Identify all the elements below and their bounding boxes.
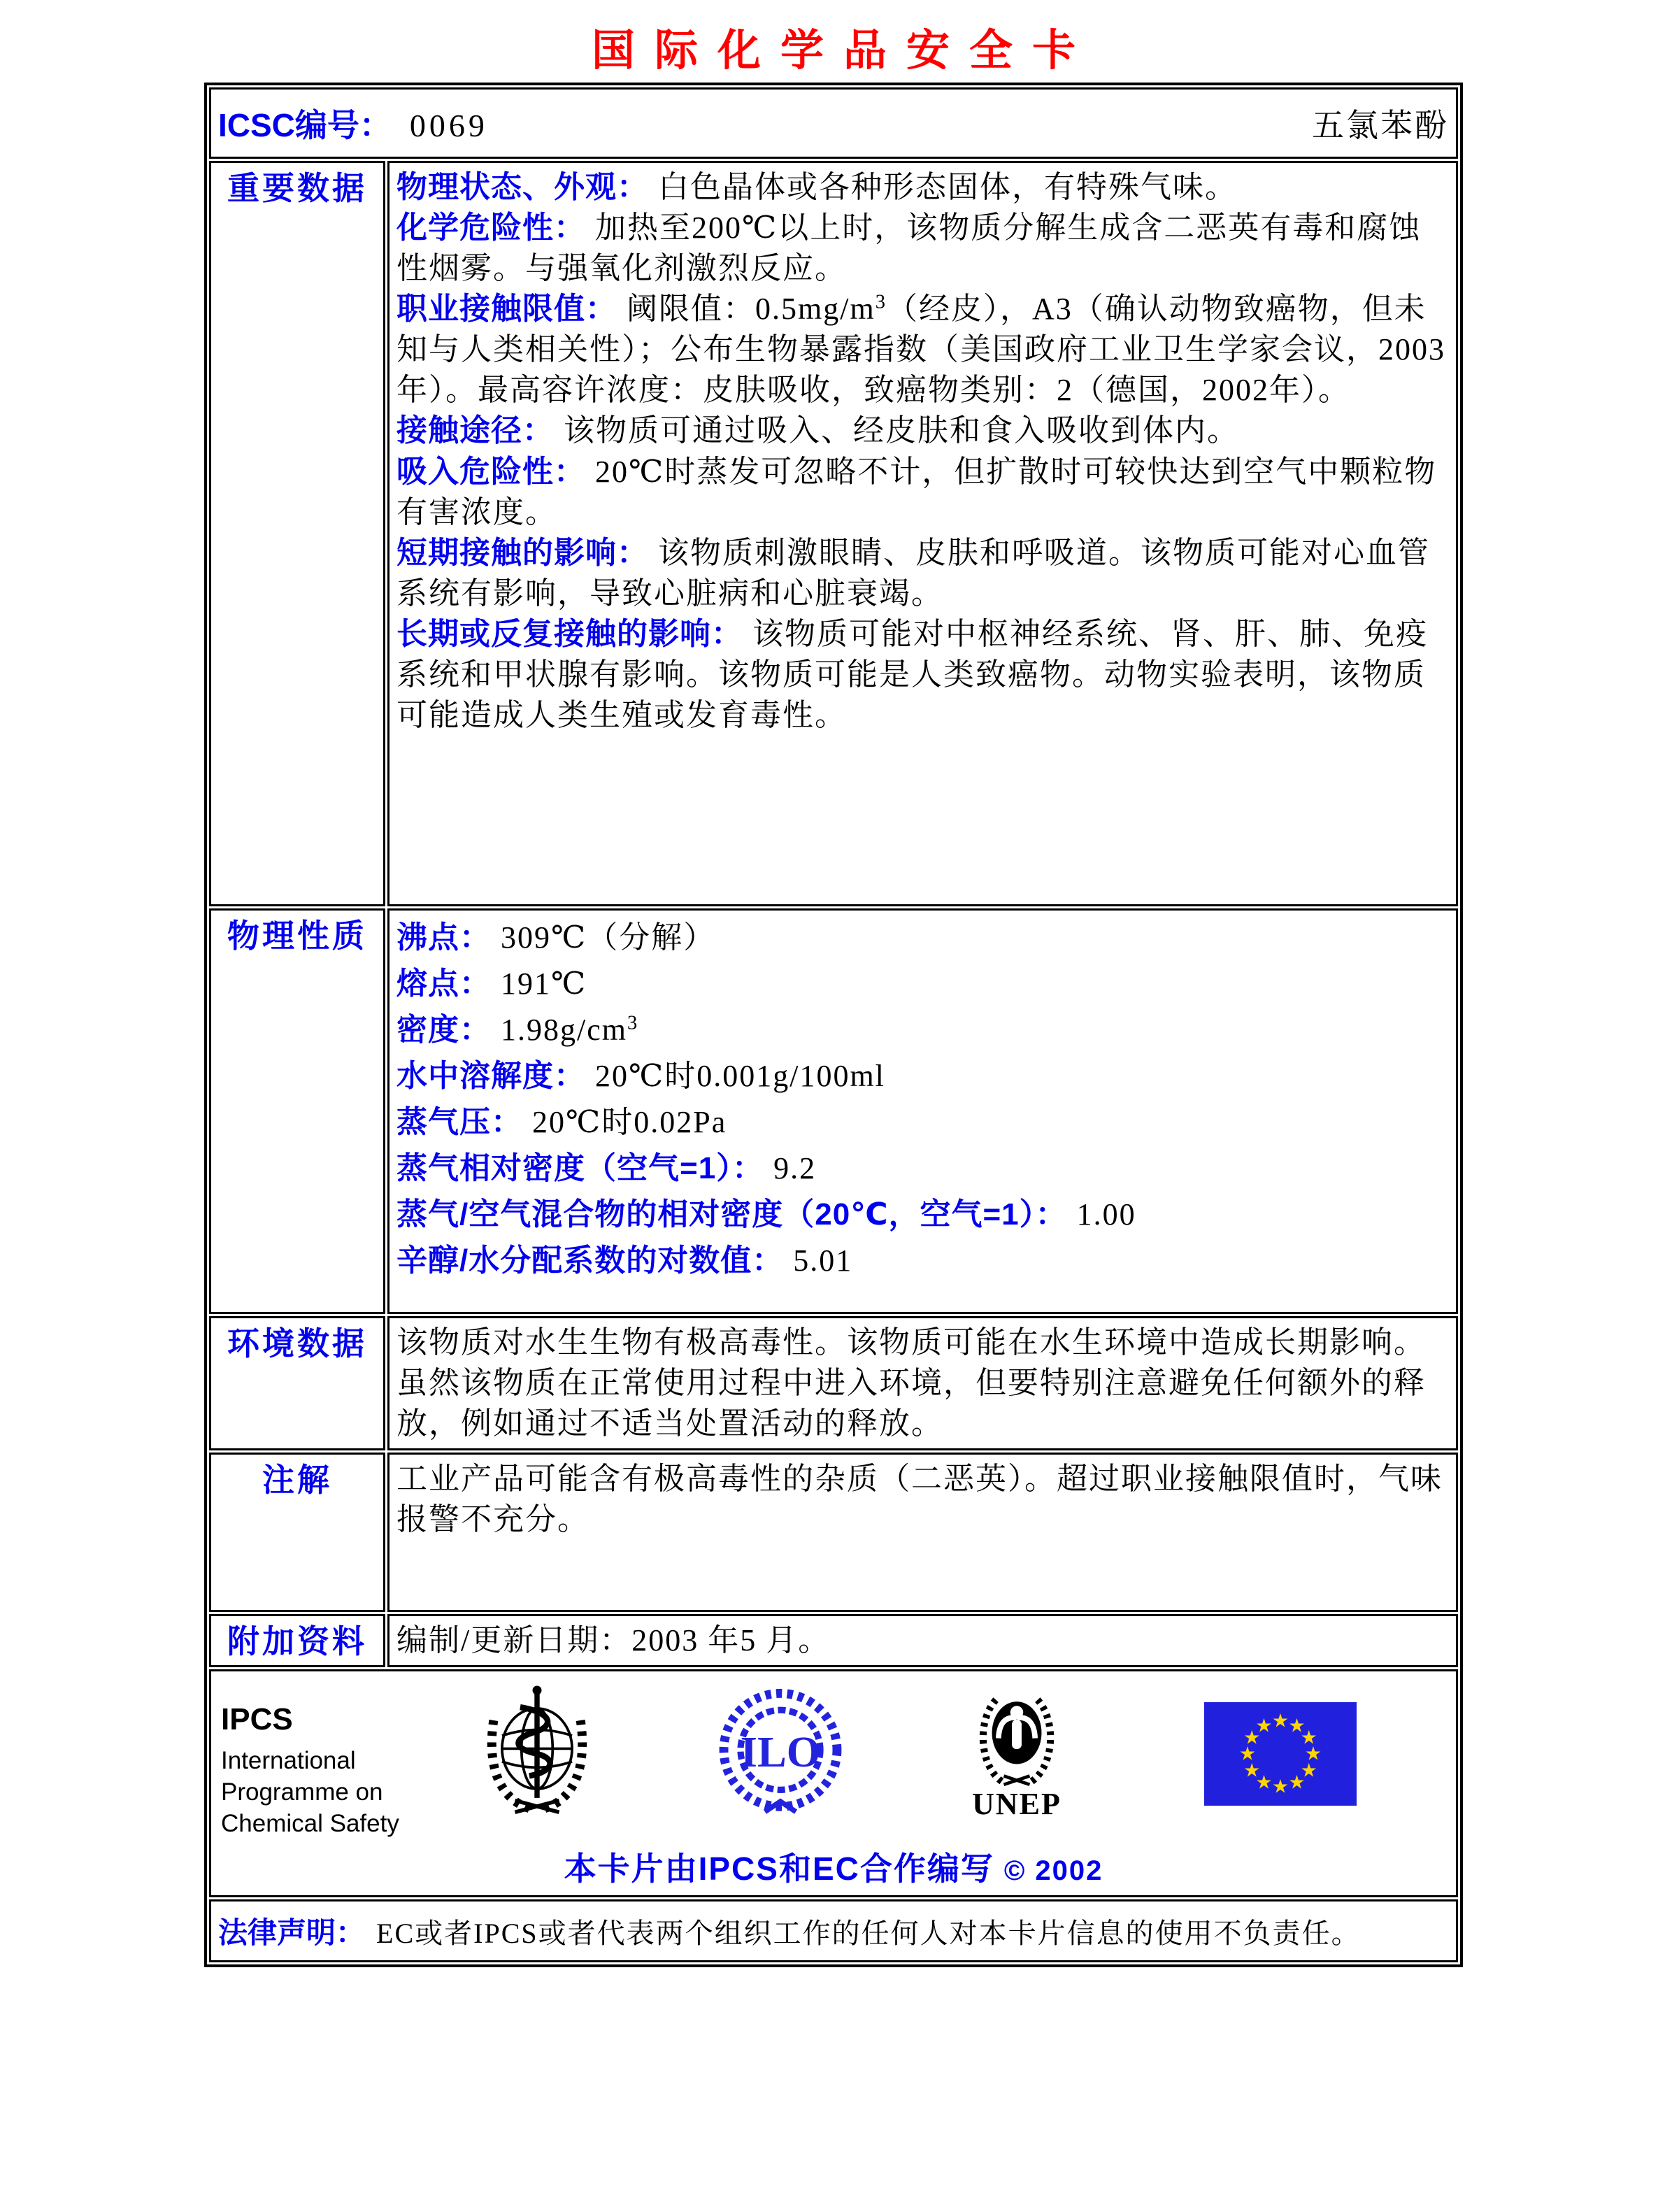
section-row-important-data (209, 161, 1458, 906)
eu-star-icon: ★ (1243, 1727, 1261, 1749)
paragraph-text: 加热至200℃以上时，该物质分解生成含二恶英有毒和腐蚀性烟雾。与强氧化剂激烈反应。 (396, 211, 1422, 286)
eu-star-icon: ★ (1271, 1776, 1289, 1798)
eu-star-icon: ★ (1238, 1743, 1257, 1765)
paragraph-label: 蒸气/空气混合物的相对密度（20℃，空气=1）： (396, 1197, 1067, 1232)
paragraph-text: 该物质可能对中枢神经系统、肾、肝、肺、免疫系统和甲状腺有影响。该物质可能是人类致癌物。动物实验表明，该物质可能造成人类生殖或发育毒性。 (396, 616, 1428, 733)
paragraph (396, 533, 1446, 614)
logos-strip (211, 1671, 1456, 1895)
eu-flag-icon (1204, 1702, 1357, 1806)
paragraph-label: 沸点： (396, 920, 491, 955)
legal-notice-text: EC或者IPCS或者代表两个组织工作的任何人对本卡片信息的使用不负责任。 (376, 1918, 1361, 1950)
eu-star-icon: ★ (1288, 1771, 1306, 1794)
legal-notice-label: 法律声明： (218, 1916, 366, 1950)
eu-star-icon: ★ (1271, 1710, 1289, 1732)
superscript: 3 (875, 291, 887, 313)
paragraph-text: 1.00 (1076, 1197, 1136, 1232)
paragraph-text: 该物质对水生生物有极高毒性。该物质可能在水生环境中造成长期影响。虽然该物质在正常使用过程中进入环境，但要特别注意避免任何额外的释放，例如通过不适当处置活动的释放。 (396, 1325, 1426, 1441)
legal-row (209, 1899, 1458, 1962)
section-row-notes (209, 1453, 1458, 1612)
paragraph (396, 915, 1446, 961)
ilo-letters: ILO (740, 1727, 821, 1777)
section-label-additional-information: 附加资料 (209, 1614, 385, 1667)
eu-star-icon: ★ (1255, 1771, 1273, 1794)
paragraph (396, 1099, 1446, 1146)
paragraph (396, 167, 1446, 208)
paragraph (396, 614, 1446, 736)
paragraph-label: 水中溶解度： (396, 1059, 585, 1093)
ipcs-line-1: International (221, 1747, 356, 1775)
paragraph: 职业接触限值： 阈限值：$0.5mg/m^3$（经皮），A3（确认动物致癌物，但未知与人类相关性）；公布生物暴露指数（美国政府工业卫生学家会议，2003年）。最高容许浓度：皮肤吸收，致癌物类别：2（德国，2002年）。 (396, 291, 1445, 408)
paragraph (396, 1322, 1446, 1444)
logos-row (209, 1669, 1458, 1897)
copyright-line (211, 1843, 1456, 1890)
section-row-environmental-data (209, 1316, 1458, 1450)
ipcs-text-block (221, 1702, 399, 1839)
ipcs-line-3: Chemical Safety (221, 1809, 399, 1837)
paragraph (396, 1146, 1446, 1192)
paragraph (396, 1620, 1446, 1661)
paragraph-label: 蒸气相对密度（空气=1）： (396, 1151, 764, 1185)
eu-flag-field (1204, 1702, 1357, 1806)
paragraph-label: 接触途径： (396, 413, 554, 448)
paragraph (396, 961, 1446, 1007)
section-label-environmental-data: 环境数据 (209, 1316, 385, 1450)
page-title: 国际化学品安全卡 (591, 27, 1095, 75)
paragraph-label: 吸入危险性： (396, 454, 585, 489)
ipcs-acronym: IPCS (221, 1702, 293, 1737)
copyright-year: © 2002 (1003, 1855, 1103, 1887)
header-row (209, 87, 1458, 159)
paragraph-text: 20℃时0.001g/100ml (595, 1059, 885, 1093)
who-logo-icon (471, 1681, 603, 1824)
eu-star-icon: ★ (1288, 1715, 1306, 1737)
ilo-logo-icon (716, 1681, 845, 1824)
section-content-physical-properties (387, 908, 1458, 1314)
paragraph-label: 化学危险性： (396, 211, 585, 245)
paragraph-text: 该物质刺激眼睛、皮肤和呼吸道。该物质可能对心血管系统有影响，导致心脏病和心脏衰竭。 (396, 535, 1430, 611)
icsc-number-value: 0069 (409, 108, 488, 143)
paragraph-label: 辛醇/水分配系数的对数值： (396, 1243, 784, 1278)
section-row-additional-information (209, 1614, 1458, 1667)
paragraph (396, 1459, 1446, 1540)
paragraph (396, 452, 1446, 533)
paragraph-text: 该物质可通过吸入、经皮肤和食入吸收到体内。 (564, 413, 1239, 448)
paragraph (396, 208, 1446, 289)
legal-cell (209, 1899, 1458, 1962)
section-rows-container (209, 161, 1458, 1667)
paragraph-text: 191℃ (501, 966, 587, 1001)
paragraph-label: 长期或反复接触的影响： (396, 616, 743, 651)
section-content-notes (387, 1453, 1458, 1612)
paragraph-text: 5.01 (793, 1243, 853, 1278)
paragraph-label: 密度： (396, 1013, 491, 1047)
paragraph-label: 熔点： (396, 966, 491, 1001)
eu-star-icon: ★ (1255, 1715, 1273, 1737)
icsc-number-group (218, 100, 488, 146)
icsc-card-table (204, 83, 1463, 1967)
paragraph-label: 物理状态、外观： (396, 170, 648, 204)
header-cell (209, 87, 1458, 159)
section-row-physical-properties (209, 908, 1458, 1314)
section-content-environmental-data (387, 1316, 1458, 1450)
eu-star-icon: ★ (1300, 1727, 1317, 1749)
paragraph (396, 1053, 1446, 1099)
section-content-important-data (387, 161, 1458, 906)
paragraph-text: 309℃（分解） (501, 920, 716, 955)
chemical-name: 五氯苯酚 (1312, 108, 1449, 143)
unep-logo-icon (958, 1685, 1075, 1822)
eu-star-icon: ★ (1243, 1760, 1261, 1782)
paragraph-text: 20℃时蒸发可忽略不计，但扩散时可较快达到空气中颗粒物有害浓度。 (396, 454, 1437, 529)
paragraph (396, 1192, 1446, 1238)
section-label-physical-properties: 物理性质 (209, 908, 385, 1314)
eu-star-icon: ★ (1300, 1760, 1317, 1782)
copyright-text: 本卡片由IPCS和EC合作编写 (564, 1850, 994, 1888)
eu-star-icon: ★ (1304, 1743, 1322, 1765)
paragraph-text: 20℃时0.02Pa (532, 1105, 727, 1139)
unep-label: UNEP (972, 1787, 1062, 1822)
paragraph-text: 编制/更新日期：2003 年5 月。 (396, 1623, 831, 1658)
paragraph-text: 9.2 (773, 1151, 817, 1185)
logos-cell (209, 1669, 1458, 1897)
superscript: 3 (627, 1012, 639, 1034)
section-label-important-data: 重要数据 (209, 161, 385, 906)
section-content-additional-information (387, 1614, 1458, 1667)
paragraph-label: 职业接触限值： (396, 292, 617, 327)
paragraph (396, 1238, 1446, 1284)
ipcs-line-2: Programme on (221, 1778, 383, 1806)
paragraph-text: 白色晶体或各种形态固体，有特殊气味。 (658, 170, 1237, 204)
paragraph: 密度： $1.98g/cm^3$ (396, 1012, 639, 1047)
paragraph-label: 蒸气压： (396, 1105, 522, 1139)
paragraph (396, 411, 1446, 451)
section-label-notes: 注解 (209, 1453, 385, 1612)
paragraph-label: 短期接触的影响： (396, 535, 648, 570)
icsc-number-label: ICSC编号： (218, 107, 392, 143)
paragraph-text: 工业产品可能含有极高毒性的杂质（二恶英）。超过职业接触限值时，气味报警不充分。 (396, 1462, 1443, 1537)
